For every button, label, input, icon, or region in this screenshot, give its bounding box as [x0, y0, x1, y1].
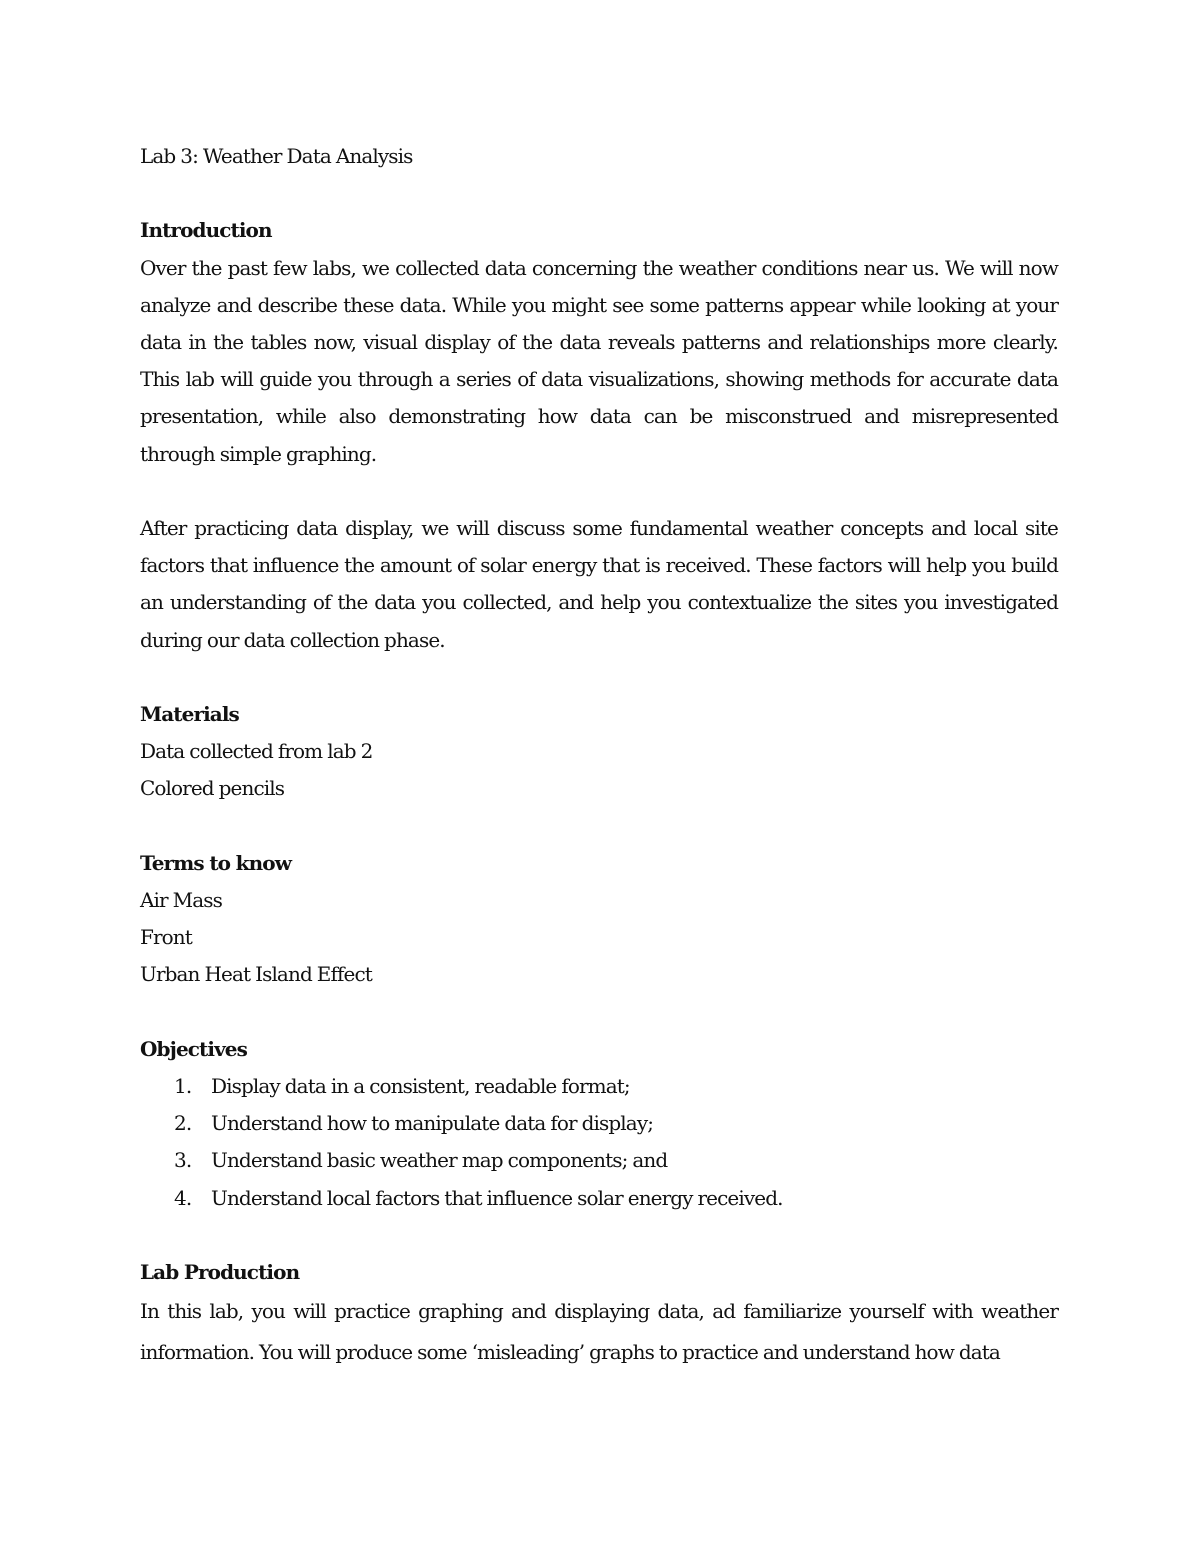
document-page — [140, 138, 1058, 1373]
objective-text: Understand basic weather map components; and — [211, 1148, 668, 1173]
objective-text: Understand how to manipulate data for display; — [211, 1111, 654, 1136]
term-item: Urban Heat Island Effect — [140, 962, 372, 987]
objective-item — [140, 1142, 1058, 1179]
materials-item: Colored pencils — [140, 776, 285, 801]
introduction-paragraph-2: After practicing data display, we will discuss some fundamental weather concepts and local site factors that influence the amount of solar energy that is received. These factors will help you build an understanding of the data you collected, and help you contextualize the sites you investigated during our data collection phase. — [140, 516, 1058, 652]
objectives-heading: Objectives — [140, 1036, 247, 1061]
objective-number: 3. — [174, 1148, 192, 1173]
objective-item — [140, 1180, 1058, 1217]
objective-text: Display data in a consistent, readable format; — [211, 1074, 630, 1098]
lab-production-heading: Lab Production — [140, 1260, 300, 1284]
objective-number: 4. — [174, 1185, 192, 1210]
introduction-paragraph-1: Over the past few labs, we collected data concerning the weather conditions near us. We will now analyze and describe these data. While you might see some patterns appear while looking at your data in the tables now, visual display of the data reveals patterns and relationships more clearly. This lab will guide you through a series of data visualizations, showing methods for accurate data presentation, while also demonstrating how data can be misconstrued and misrepresented through simple graphing. — [140, 255, 1058, 466]
terms-heading: Terms to know — [140, 850, 292, 875]
introduction-heading: Introduction — [140, 218, 272, 243]
objectives-list — [140, 1068, 1058, 1217]
materials-item: Data collected from lab 2 — [140, 739, 373, 764]
term-item: Front — [140, 925, 192, 950]
lab-production-paragraph: In this lab, you will practice graphing and displaying data, ad familiarize yourself with weather information. You will produce some ‘misleading’ graphs to practice and understand how data — [140, 1299, 1058, 1365]
objective-item — [140, 1105, 1058, 1142]
term-item: Air Mass — [140, 888, 222, 912]
document-title: Lab 3: Weather Data Analysis — [140, 144, 413, 168]
materials-heading: Materials — [140, 702, 239, 726]
objective-number: 1. — [174, 1074, 192, 1098]
objective-text: Understand local factors that influence solar energy received. — [211, 1185, 783, 1210]
objective-item — [140, 1068, 1058, 1105]
objective-number: 2. — [174, 1111, 192, 1136]
